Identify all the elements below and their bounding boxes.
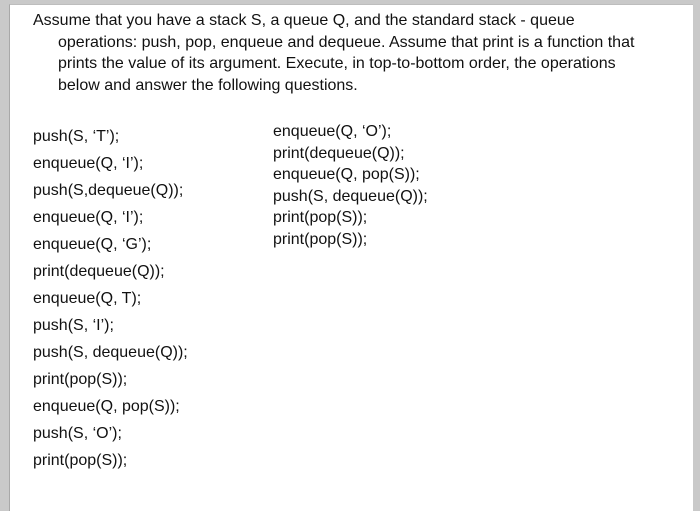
left-operations-list bbox=[33, 123, 188, 474]
operation-line: push(S, dequeue(Q)); bbox=[33, 344, 188, 361]
question-text: Assume that you have a stack S, a queue Q, and the standard stack - queue operations: push, pop, enqueue and dequeue. Assume that print is a function that prints the value of its argument. Execute, in top-to-bottom order, the operations below and answer the following questions. bbox=[33, 12, 635, 94]
operation-line: print(dequeue(Q)); bbox=[33, 263, 165, 280]
operation-line: print(pop(S)); bbox=[33, 371, 128, 388]
operation-line: print(dequeue(Q)); bbox=[273, 144, 405, 162]
operation-line: enqueue(Q, pop(S)); bbox=[273, 166, 420, 183]
operation-line: enqueue(Q, T); bbox=[33, 290, 142, 307]
operation-line: enqueue(Q, pop(S)); bbox=[33, 398, 180, 415]
operation-line: print(pop(S)); bbox=[273, 230, 368, 248]
operation-line: push(S,dequeue(Q)); bbox=[33, 182, 184, 199]
operation-line: push(S, dequeue(Q)); bbox=[273, 187, 428, 205]
right-operations-list bbox=[273, 121, 428, 250]
operation-line: enqueue(Q, ‘I’); bbox=[33, 209, 144, 226]
operation-line: enqueue(Q, ‘G’); bbox=[33, 236, 152, 253]
operation-line: push(S, ‘O’); bbox=[33, 425, 122, 442]
operation-line: enqueue(Q, ‘O’); bbox=[273, 123, 392, 140]
operation-line: print(pop(S)); bbox=[33, 452, 128, 469]
operation-line: enqueue(Q, ‘I’); bbox=[33, 155, 144, 172]
operation-line: print(pop(S)); bbox=[273, 209, 368, 226]
document-page bbox=[9, 4, 693, 511]
operation-line: push(S, ‘I’); bbox=[33, 317, 114, 334]
operation-line: push(S, ‘T’); bbox=[33, 128, 120, 145]
